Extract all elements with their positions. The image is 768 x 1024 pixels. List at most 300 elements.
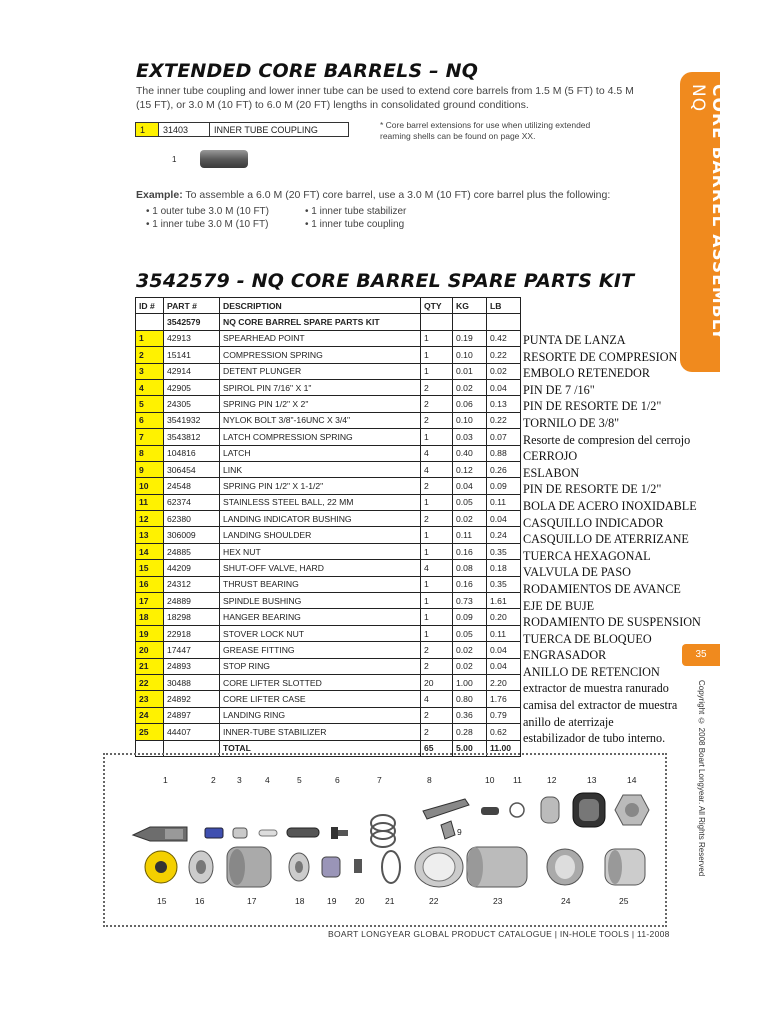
row-description: STOVER LOCK NUT [220, 625, 421, 641]
row-part: 42914 [164, 363, 220, 379]
row-qty: 2 [421, 707, 453, 723]
row-kg: 0.05 [453, 494, 487, 510]
part-2-compression-spring [205, 828, 223, 838]
row-qty: 2 [421, 724, 453, 740]
row-kg: 1.00 [453, 674, 487, 690]
table-row [136, 609, 521, 625]
table-row [136, 330, 521, 346]
row-id: 9 [136, 461, 164, 477]
row-lb: 1.76 [487, 691, 521, 707]
row-description: LANDING SHOULDER [220, 527, 421, 543]
part-label: 18 [295, 896, 305, 906]
row-description: HANGER BEARING [220, 609, 421, 625]
part-23-core-lifter-case [467, 847, 527, 887]
table-row [136, 658, 521, 674]
row-id: 25 [136, 724, 164, 740]
row-description: CORE LIFTER CASE [220, 691, 421, 707]
total-lb: 11.00 [487, 740, 521, 756]
part-label: 2 [211, 775, 216, 785]
header-qty: QTY [421, 298, 453, 314]
part-label: 11 [513, 775, 522, 785]
row-description: LINK [220, 461, 421, 477]
part-label: 14 [627, 775, 637, 785]
row-part: 44209 [164, 560, 220, 576]
row-qty: 1 [421, 625, 453, 641]
part-10-spring-pin [481, 807, 499, 815]
row-qty: 1 [421, 609, 453, 625]
row-description: LATCH [220, 445, 421, 461]
table-row [136, 674, 521, 690]
row-part: 30488 [164, 674, 220, 690]
part-label: 12 [547, 775, 557, 785]
spanish-translation: RODAMIENTO DE SUSPENSION [523, 615, 701, 630]
row-part: 42905 [164, 379, 220, 395]
part-label: 10 [485, 775, 495, 785]
part-22-core-lifter [415, 847, 463, 887]
part-11-steel-ball [510, 803, 524, 817]
part-14-hex-nut [615, 795, 649, 825]
table-row [136, 543, 521, 559]
bullets-right [305, 205, 406, 231]
row-id: 18 [136, 609, 164, 625]
row-part: 62374 [164, 494, 220, 510]
spanish-translation: PIN DE RESORTE DE 1/2" [523, 482, 662, 497]
bullets-left [146, 205, 269, 231]
spanish-translation: BOLA DE ACERO INOXIDABLE [523, 498, 697, 513]
row-kg: 0.09 [453, 609, 487, 625]
row-part: 22918 [164, 625, 220, 641]
part-17-spindle-bushing [227, 847, 271, 887]
row-id: 14 [136, 543, 164, 559]
row-lb: 0.11 [487, 625, 521, 641]
table-row [136, 642, 521, 658]
row-part: 3541932 [164, 412, 220, 428]
row-kg: 0.28 [453, 724, 487, 740]
row-part: 24897 [164, 707, 220, 723]
kit-part-cell: 3542579 [164, 314, 220, 330]
row-description: LANDING INDICATOR BUSHING [220, 511, 421, 527]
row-id: 3 [136, 363, 164, 379]
coupling-table [135, 122, 349, 137]
table-row [136, 724, 521, 740]
coupling-row [136, 123, 349, 137]
intro-line-2: (15 FT), or 3.0 M (10 FT) to 6.0 M (20 FT) lengths in consolidated ground conditions. [136, 99, 529, 111]
part-label: 13 [587, 775, 597, 785]
table-row [136, 560, 521, 576]
part-label: 16 [195, 896, 205, 906]
part-label: 19 [327, 896, 337, 906]
coupling-image-label: 1 [172, 155, 177, 164]
row-part: 3543812 [164, 429, 220, 445]
row-part: 24312 [164, 576, 220, 592]
total-kg: 5.00 [453, 740, 487, 756]
part-9-link [441, 821, 455, 839]
section-title-kit: 3542579 - NQ CORE BARREL SPARE PARTS KIT [136, 270, 635, 292]
part-label: 7 [377, 775, 382, 785]
row-qty: 2 [421, 396, 453, 412]
row-kg: 0.12 [453, 461, 487, 477]
row-lb: 0.04 [487, 642, 521, 658]
row-kg: 0.10 [453, 347, 487, 363]
row-id: 17 [136, 593, 164, 609]
row-lb: 0.02 [487, 363, 521, 379]
parts-illustration [103, 753, 667, 927]
row-lb: 0.26 [487, 461, 521, 477]
row-qty: 1 [421, 330, 453, 346]
spanish-translation: CASQUILLO INDICADOR [523, 515, 664, 530]
bullet-coupling: • 1 inner tube coupling [305, 219, 405, 230]
row-kg: 0.06 [453, 396, 487, 412]
row-part: 24893 [164, 658, 220, 674]
part-7-latch-spring [371, 815, 395, 847]
kit-lb-cell [487, 314, 521, 330]
coupling-id: 1 [136, 123, 159, 137]
row-qty: 1 [421, 347, 453, 363]
table-row [136, 412, 521, 428]
row-qty: 4 [421, 560, 453, 576]
table-row [136, 494, 521, 510]
row-description: GREASE FITTING [220, 642, 421, 658]
part-label-9: 9 [457, 827, 462, 837]
row-id: 4 [136, 379, 164, 395]
spanish-translation: estabilizador de tubo interno. [523, 731, 666, 746]
row-qty: 1 [421, 363, 453, 379]
row-description: SPRING PIN 1/2" X 1-1/2" [220, 478, 421, 494]
row-qty: 1 [421, 543, 453, 559]
row-qty: 4 [421, 691, 453, 707]
row-part: 18298 [164, 609, 220, 625]
row-id: 1 [136, 330, 164, 346]
part-12-indicator-bushing [541, 797, 559, 823]
part-16-thrust-bearing [189, 851, 213, 883]
spanish-translation: camisa del extractor de muestra [523, 698, 678, 713]
row-id: 15 [136, 560, 164, 576]
table-row [136, 593, 521, 609]
example-line [136, 188, 610, 202]
section-title-extended: EXTENDED CORE BARRELS – NQ [136, 60, 479, 82]
spanish-translation: extractor de muestra ranurado [523, 681, 669, 696]
part-8-latch [423, 799, 469, 819]
row-part: 24885 [164, 543, 220, 559]
row-qty: 2 [421, 658, 453, 674]
part-label: 22 [429, 896, 439, 906]
note-line-1: * Core barrel extensions for use when utilizing extended [380, 120, 591, 130]
spanish-translation: ENGRASADOR [523, 648, 607, 663]
spanish-translation: CASQUILLO DE ATERRIZANE [523, 532, 689, 547]
spanish-translation: TUERCA HEXAGONAL [523, 548, 651, 563]
example-text: To assemble a 6.0 M (20 FT) core barrel, use a 3.0 M (10 FT) core barrel plus the following: [182, 189, 611, 201]
row-lb: 0.20 [487, 609, 521, 625]
kit-qty-cell [421, 314, 453, 330]
side-tab-suffix: NQ [688, 84, 708, 113]
row-part: 306454 [164, 461, 220, 477]
row-description: LATCH COMPRESSION SPRING [220, 429, 421, 445]
row-kg: 0.40 [453, 445, 487, 461]
table-row [136, 691, 521, 707]
bullet-inner-tube: • 1 inner tube 3.0 M (10 FT) [146, 219, 269, 230]
row-id: 23 [136, 691, 164, 707]
part-label: 1 [163, 775, 168, 785]
row-description: HEX NUT [220, 543, 421, 559]
spanish-translation: ANILLO DE RETENCION [523, 664, 660, 679]
row-description: NYLOK BOLT 3/8"-16UNC X 3/4" [220, 412, 421, 428]
table-row [136, 396, 521, 412]
row-lb: 0.79 [487, 707, 521, 723]
spanish-translation: CERROJO [523, 449, 578, 464]
kit-kg-cell [453, 314, 487, 330]
row-description: CORE LIFTER SLOTTED [220, 674, 421, 690]
row-kg: 0.11 [453, 527, 487, 543]
total-qty: 65 [421, 740, 453, 756]
spanish-translation: ESLABON [523, 465, 580, 480]
spanish-translation: EJE DE BUJE [523, 598, 595, 613]
spanish-translations [523, 332, 701, 747]
row-description: SPIROL PIN 7/16" X 1" [220, 379, 421, 395]
row-qty: 1 [421, 576, 453, 592]
part-1-spearhead-point [133, 827, 187, 841]
table-row [136, 511, 521, 527]
table-row [136, 445, 521, 461]
table-row [136, 527, 521, 543]
row-part: 15141 [164, 347, 220, 363]
row-lb: 0.88 [487, 445, 521, 461]
row-kg: 0.04 [453, 478, 487, 494]
table-header-row [136, 298, 521, 314]
side-tab [680, 72, 728, 372]
part-label: 20 [355, 896, 365, 906]
part-15-shutoff-valve [145, 851, 177, 883]
row-kg: 0.16 [453, 576, 487, 592]
row-lb: 0.35 [487, 576, 521, 592]
part-3-detent-plunger [233, 828, 247, 838]
row-id: 24 [136, 707, 164, 723]
spanish-translation: TUERCA DE BLOQUEO [523, 631, 652, 646]
part-label: 15 [157, 896, 167, 906]
part-label: 3 [237, 775, 242, 785]
part-4-spirol-pin [259, 830, 277, 836]
intro-line-1: The inner tube coupling and lower inner tube can be used to extend core barrels from 1.5 M (5 FT) to 4.5 M [136, 85, 634, 97]
extension-note [380, 120, 590, 142]
row-kg: 0.16 [453, 543, 487, 559]
example-label: Example: [136, 189, 183, 201]
row-kg: 0.05 [453, 625, 487, 641]
part-25-inner-tube-stabilizer [605, 849, 645, 885]
coupling-desc: INNER TUBE COUPLING [210, 123, 349, 137]
row-part: 104816 [164, 445, 220, 461]
row-kg: 0.73 [453, 593, 487, 609]
table-row [136, 429, 521, 445]
row-lb: 0.04 [487, 658, 521, 674]
row-lb: 0.04 [487, 379, 521, 395]
spanish-translation: EMBOLO RETENEDOR [523, 366, 650, 381]
part-5-spring-pin [287, 828, 319, 837]
part-13-landing-shoulder [573, 793, 605, 827]
row-id: 22 [136, 674, 164, 690]
row-id: 6 [136, 412, 164, 428]
row-description: COMPRESSION SPRING [220, 347, 421, 363]
header-description: DESCRIPTION [220, 298, 421, 314]
row-qty: 2 [421, 642, 453, 658]
row-id: 19 [136, 625, 164, 641]
page-number: 35 [682, 644, 720, 666]
row-kg: 0.01 [453, 363, 487, 379]
row-kg: 0.03 [453, 429, 487, 445]
spanish-translation: TORNILO DE 3/8" [523, 415, 620, 430]
row-description: THRUST BEARING [220, 576, 421, 592]
spanish-translation: RODAMIENTOS DE AVANCE [523, 581, 681, 596]
table-row [136, 347, 521, 363]
row-lb: 0.07 [487, 429, 521, 445]
row-lb: 0.62 [487, 724, 521, 740]
part-label: 25 [619, 896, 629, 906]
parts-kit-table [135, 297, 521, 757]
row-part: 24305 [164, 396, 220, 412]
table-row [136, 461, 521, 477]
part-20-grease-fitting [354, 859, 362, 873]
table-row [136, 478, 521, 494]
row-lb: 2.20 [487, 674, 521, 690]
table-row [136, 576, 521, 592]
row-id: 8 [136, 445, 164, 461]
row-part: 17447 [164, 642, 220, 658]
row-lb: 0.35 [487, 543, 521, 559]
part-label: 5 [297, 775, 302, 785]
row-lb: 0.09 [487, 478, 521, 494]
catalogue-footer: BOART LONGYEAR GLOBAL PRODUCT CATALOGUE | IN-HOLE TOOLS | 11-2008 [328, 929, 670, 939]
intro-paragraph [136, 84, 676, 112]
note-line-2: reaming shells can be found on page XX. [380, 131, 536, 141]
row-kg: 0.10 [453, 412, 487, 428]
row-qty: 1 [421, 429, 453, 445]
row-kg: 0.02 [453, 642, 487, 658]
row-qty: 1 [421, 527, 453, 543]
kit-summary-row [136, 314, 521, 330]
copyright-notice: Copyright © 2008 Boart Longyear. All Rights Reserved [697, 680, 706, 877]
row-qty: 2 [421, 412, 453, 428]
row-part: 306009 [164, 527, 220, 543]
row-id: 2 [136, 347, 164, 363]
row-kg: 0.80 [453, 691, 487, 707]
row-id: 12 [136, 511, 164, 527]
row-description: INNER-TUBE STABILIZER [220, 724, 421, 740]
table-row [136, 707, 521, 723]
part-label: 21 [385, 896, 395, 906]
spanish-translation: Resorte de compresion del cerrojo [523, 432, 691, 447]
part-label: 23 [493, 896, 503, 906]
row-description: SPINDLE BUSHING [220, 593, 421, 609]
row-description: STOP RING [220, 658, 421, 674]
spanish-translation: anillo de aterrizaje [523, 714, 614, 729]
row-lb: 0.11 [487, 494, 521, 510]
row-id: 16 [136, 576, 164, 592]
row-id: 11 [136, 494, 164, 510]
kit-desc-cell: NQ CORE BARREL SPARE PARTS KIT [220, 314, 421, 330]
row-part: 24548 [164, 478, 220, 494]
header-kg: KG [453, 298, 487, 314]
row-lb: 0.24 [487, 527, 521, 543]
part-label: 6 [335, 775, 340, 785]
row-lb: 0.42 [487, 330, 521, 346]
row-qty: 4 [421, 461, 453, 477]
side-tab-label [688, 84, 728, 372]
row-qty: 2 [421, 478, 453, 494]
total-label: TOTAL [220, 740, 421, 756]
part-24-landing-ring [547, 849, 583, 885]
part-label: 17 [247, 896, 257, 906]
header-part: PART # [164, 298, 220, 314]
row-qty: 1 [421, 593, 453, 609]
bullet-outer-tube: • 1 outer tube 3.0 M (10 FT) [146, 206, 269, 217]
spanish-translation: VALVULA DE PASO [523, 565, 631, 580]
coupling-image [200, 150, 248, 168]
side-tab-title: CORE BARREL ASSEMBLY [708, 84, 728, 342]
row-id: 20 [136, 642, 164, 658]
spanish-translation: RESORTE DE COMPRESION [523, 349, 678, 364]
row-kg: 0.02 [453, 658, 487, 674]
table-row [136, 363, 521, 379]
row-kg: 0.02 [453, 511, 487, 527]
row-id: 5 [136, 396, 164, 412]
row-id: 13 [136, 527, 164, 543]
row-kg: 0.08 [453, 560, 487, 576]
row-id: 10 [136, 478, 164, 494]
row-part: 44407 [164, 724, 220, 740]
header-lb: LB [487, 298, 521, 314]
row-lb: 0.13 [487, 396, 521, 412]
row-qty: 2 [421, 511, 453, 527]
row-qty: 4 [421, 445, 453, 461]
row-qty: 2 [421, 379, 453, 395]
header-id: ID # [136, 298, 164, 314]
spanish-translation: PIN DE RESORTE DE 1/2" [523, 399, 662, 414]
part-21-stop-ring [382, 851, 400, 883]
row-part: 42913 [164, 330, 220, 346]
row-description: STAINLESS STEEL BALL, 22 MM [220, 494, 421, 510]
row-lb: 0.04 [487, 511, 521, 527]
part-label: 8 [427, 775, 432, 785]
row-part: 24889 [164, 593, 220, 609]
spanish-translation: PIN DE 7 /16" [523, 382, 595, 397]
row-description: SPRING PIN 1/2" X 2" [220, 396, 421, 412]
part-19-stover-lock-nut [322, 857, 340, 877]
part-18-hanger-bearing [289, 853, 309, 881]
row-lb: 1.61 [487, 593, 521, 609]
row-qty: 20 [421, 674, 453, 690]
table-row [136, 625, 521, 641]
row-lb: 0.22 [487, 412, 521, 428]
row-lb: 0.22 [487, 347, 521, 363]
row-description: LANDING RING [220, 707, 421, 723]
spanish-translation: PUNTA DE LANZA [523, 333, 626, 347]
row-lb: 0.18 [487, 560, 521, 576]
row-kg: 0.19 [453, 330, 487, 346]
row-kg: 0.36 [453, 707, 487, 723]
bullet-stabilizer: • 1 inner tube stabilizer [305, 206, 407, 217]
row-description: SPEARHEAD POINT [220, 330, 421, 346]
row-description: DETENT PLUNGER [220, 363, 421, 379]
table-row [136, 379, 521, 395]
coupling-part: 31403 [159, 123, 210, 137]
row-description: SHUT-OFF VALVE, HARD [220, 560, 421, 576]
row-id: 21 [136, 658, 164, 674]
part-label: 4 [265, 775, 270, 785]
row-part: 24892 [164, 691, 220, 707]
row-kg: 0.02 [453, 379, 487, 395]
row-id: 7 [136, 429, 164, 445]
row-qty: 1 [421, 494, 453, 510]
row-part: 62380 [164, 511, 220, 527]
part-6-nylok-bolt [331, 827, 348, 839]
